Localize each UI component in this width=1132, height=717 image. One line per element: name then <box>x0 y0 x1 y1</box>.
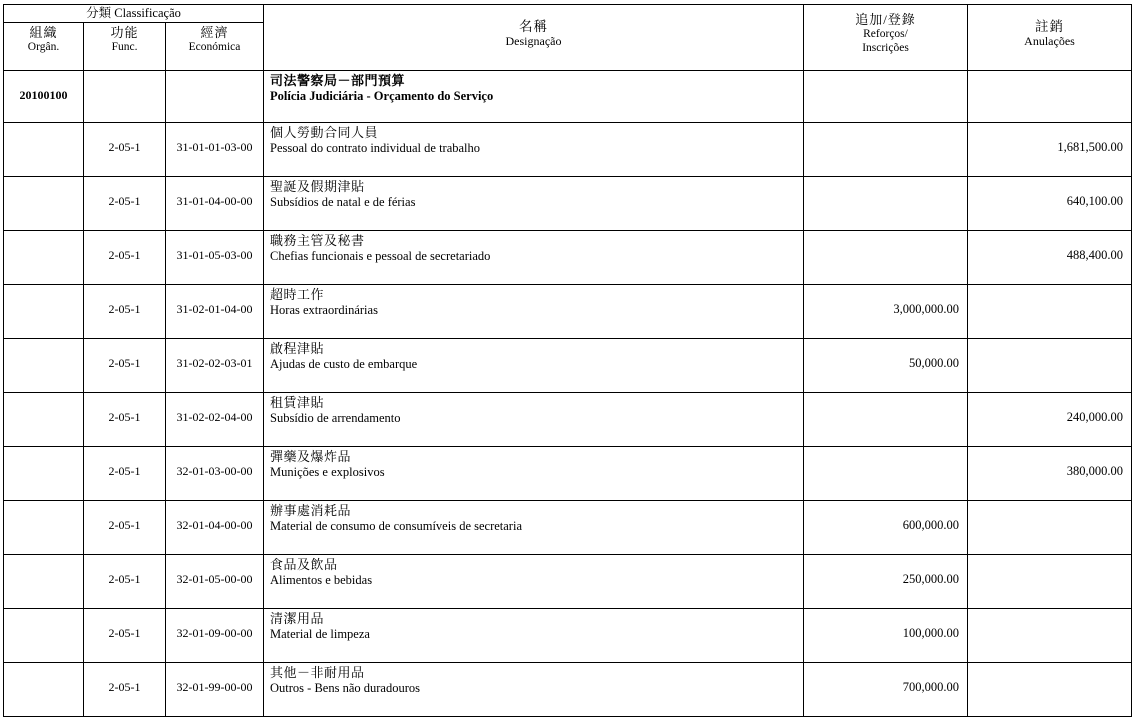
cell-organ <box>4 555 84 609</box>
cell-reinforcement-amount: 700,000.00 <box>804 663 968 717</box>
designation-cn: 租賃津貼 <box>270 395 325 410</box>
designation-pt: Horas extraordinárias <box>270 303 378 317</box>
cell-reinforcement-amount <box>804 393 968 447</box>
cell-function: 2-05-1 <box>84 393 166 447</box>
cell-designation <box>264 71 804 123</box>
cell-function: 2-05-1 <box>84 555 166 609</box>
table-row <box>4 339 1132 393</box>
designation-cn: 個人勞動合同人員 <box>270 125 379 140</box>
table-row <box>4 71 1132 123</box>
cell-economic-code: 32-01-05-00-00 <box>166 555 264 609</box>
designation-pt: Pessoal do contrato individual de trabalho <box>270 141 481 155</box>
cell-function: 2-05-1 <box>84 285 166 339</box>
table-row <box>4 177 1132 231</box>
cell-economic-code: 32-01-04-00-00 <box>166 501 264 555</box>
cell-reinforcement-amount <box>804 177 968 231</box>
designation-cn: 職務主管及秘書 <box>270 233 365 248</box>
cell-reinforcement-amount <box>804 123 968 177</box>
cell-annulment-amount: 1,681,500.00 <box>968 123 1132 177</box>
cell-designation <box>264 393 804 447</box>
designation-pt: Ajudas de custo de embarque <box>270 357 418 371</box>
cell-designation <box>264 285 804 339</box>
annulment-header-pt: Anulações <box>1024 34 1075 48</box>
designation-header <box>264 5 804 71</box>
designation-header-cn: 名稱 <box>519 19 548 34</box>
organ-header-pt: Orgân. <box>27 41 60 53</box>
designation-pt: Alimentos e bebidas <box>270 573 373 587</box>
budget-table <box>3 4 1132 717</box>
cell-function: 2-05-1 <box>84 663 166 717</box>
cell-annulment-amount <box>968 663 1132 717</box>
table-row <box>4 231 1132 285</box>
table-body <box>4 71 1132 717</box>
cell-designation <box>264 123 804 177</box>
cell-annulment-amount <box>968 71 1132 123</box>
cell-designation <box>264 609 804 663</box>
cell-reinforcement-amount: 50,000.00 <box>804 339 968 393</box>
designation-pt: Outros - Bens não duradouros <box>270 681 420 695</box>
designation-pt: Munições e explosivos <box>270 465 385 479</box>
cell-designation <box>264 177 804 231</box>
annulment-header <box>968 5 1132 71</box>
cell-economic-code: 32-01-99-00-00 <box>166 663 264 717</box>
header-group-row <box>4 5 1132 23</box>
cell-economic-code: 31-01-05-03-00 <box>166 231 264 285</box>
cell-organ <box>4 447 84 501</box>
cell-designation <box>264 501 804 555</box>
cell-economic-code: 31-01-01-03-00 <box>166 123 264 177</box>
designation-cn: 聖誕及假期津貼 <box>270 179 365 194</box>
cell-organ <box>4 123 84 177</box>
cell-organ <box>4 339 84 393</box>
table-header <box>4 5 1132 71</box>
cell-designation <box>264 231 804 285</box>
designation-pt: Chefias funcionais e pessoal de secretariado <box>270 249 491 263</box>
organ-header <box>4 23 84 71</box>
cell-function <box>84 71 166 123</box>
table-row <box>4 285 1132 339</box>
table-row <box>4 501 1132 555</box>
cell-reinforcement-amount <box>804 71 968 123</box>
cell-annulment-amount <box>968 339 1132 393</box>
cell-annulment-amount: 488,400.00 <box>968 231 1132 285</box>
cell-economic-code: 31-01-04-00-00 <box>166 177 264 231</box>
designation-pt: Material de consumo de consumíveis de secretaria <box>270 519 522 533</box>
designation-cn: 彈藥及爆炸品 <box>270 449 352 464</box>
cell-organ <box>4 285 84 339</box>
designation-cn: 清潔用品 <box>270 611 325 626</box>
economic-header <box>166 23 264 71</box>
cell-function: 2-05-1 <box>84 123 166 177</box>
cell-reinforcement-amount: 100,000.00 <box>804 609 968 663</box>
cell-economic-code: 32-01-09-00-00 <box>166 609 264 663</box>
cell-reinforcement-amount: 250,000.00 <box>804 555 968 609</box>
reinforcement-header-pt1: Reforços/ <box>863 28 908 40</box>
cell-function: 2-05-1 <box>84 177 166 231</box>
cell-organ <box>4 609 84 663</box>
economic-header-pt: Económica <box>188 41 241 53</box>
cell-function: 2-05-1 <box>84 339 166 393</box>
classification-group-header: 分類 Classificação <box>4 5 264 23</box>
designation-cn: 辦事處消耗品 <box>270 503 352 518</box>
cell-organ <box>4 231 84 285</box>
cell-reinforcement-amount <box>804 447 968 501</box>
cell-reinforcement-amount: 600,000.00 <box>804 501 968 555</box>
designation-cn: 啟程津貼 <box>270 341 325 356</box>
designation-cn: 超時工作 <box>270 287 325 302</box>
table-row <box>4 447 1132 501</box>
cell-reinforcement-amount <box>804 231 968 285</box>
designation-pt: Polícia Judiciária - Orçamento do Serviço <box>270 89 494 103</box>
cell-organ <box>4 177 84 231</box>
cell-economic-code <box>166 71 264 123</box>
designation-pt: Subsídio de arrendamento <box>270 411 401 425</box>
cell-annulment-amount <box>968 285 1132 339</box>
cell-annulment-amount <box>968 609 1132 663</box>
table-row <box>4 123 1132 177</box>
cell-annulment-amount: 240,000.00 <box>968 393 1132 447</box>
table-row <box>4 555 1132 609</box>
cell-function: 2-05-1 <box>84 609 166 663</box>
designation-cn: 司法警察局－部門預算 <box>270 73 406 88</box>
cell-designation <box>264 447 804 501</box>
cell-designation <box>264 555 804 609</box>
budget-document-page <box>0 4 1132 695</box>
cell-economic-code: 31-02-02-03-01 <box>166 339 264 393</box>
reinforcement-header-pt2: Inscrições <box>862 42 909 54</box>
cell-annulment-amount <box>968 501 1132 555</box>
reinforcement-header <box>804 5 968 71</box>
designation-cn: 其他－非耐用品 <box>270 665 365 680</box>
cell-organ <box>4 663 84 717</box>
cell-annulment-amount: 380,000.00 <box>968 447 1132 501</box>
cell-designation <box>264 339 804 393</box>
economic-header-cn: 經濟 <box>200 25 229 40</box>
function-header <box>84 23 166 71</box>
cell-reinforcement-amount: 3,000,000.00 <box>804 285 968 339</box>
designation-cn: 食品及飲品 <box>270 557 338 572</box>
cell-function: 2-05-1 <box>84 231 166 285</box>
cell-organ: 20100100 <box>4 71 84 123</box>
table-row <box>4 609 1132 663</box>
cell-function: 2-05-1 <box>84 501 166 555</box>
cell-organ <box>4 393 84 447</box>
designation-pt: Subsídios de natal e de férias <box>270 195 416 209</box>
table-row <box>4 393 1132 447</box>
annulment-header-cn: 註銷 <box>1035 19 1064 34</box>
cell-organ <box>4 501 84 555</box>
cell-economic-code: 32-01-03-00-00 <box>166 447 264 501</box>
table-row <box>4 663 1132 717</box>
designation-header-pt: Designação <box>505 34 562 48</box>
cell-designation <box>264 663 804 717</box>
cell-annulment-amount: 640,100.00 <box>968 177 1132 231</box>
cell-annulment-amount <box>968 555 1132 609</box>
designation-pt: Material de limpeza <box>270 627 370 641</box>
function-header-pt: Func. <box>111 41 138 53</box>
cell-function: 2-05-1 <box>84 447 166 501</box>
cell-economic-code: 31-02-01-04-00 <box>166 285 264 339</box>
organ-header-cn: 組織 <box>29 25 58 40</box>
function-header-cn: 功能 <box>110 25 139 40</box>
reinforcement-header-cn: 追加/登錄 <box>855 12 916 27</box>
cell-economic-code: 31-02-02-04-00 <box>166 393 264 447</box>
